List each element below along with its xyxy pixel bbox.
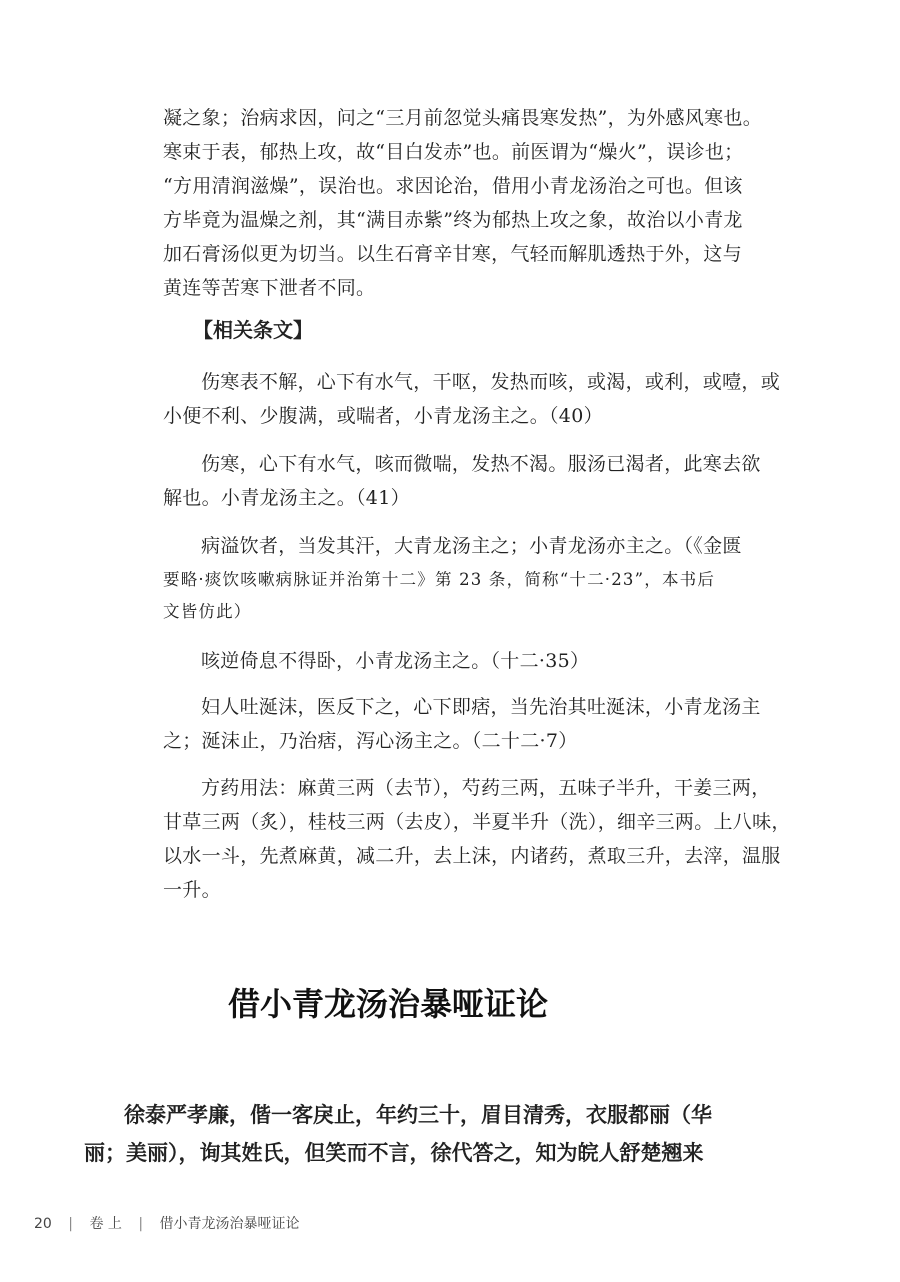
page-footer (34, 1214, 300, 1234)
text-line: “方用清润滋燥”，误治也。求因论治，借用小青龙汤治之可也。但该 (163, 175, 743, 197)
text-line: 寒束于表，郁热上攻，故“目白发赤”也。前医谓为“燥火”，误诊也； (163, 141, 744, 163)
case-line: 丽；美丽），询其姓氏，但笑而不言，徐代答之，知为皖人舒楚翘来 (84, 1141, 704, 1165)
text-line: 伤寒表不解，心下有水气，干呕，发热而咳，或渴，或利，或噎，或 (201, 371, 781, 393)
text-line: 病溢饮者，当发其汗，大青龙汤主之；小青龙汤亦主之。（《金匮 (201, 535, 742, 557)
text-line: 之；涎沫止，乃治痞，泻心汤主之。（二十二·7） (163, 730, 578, 752)
text-line: 伤寒，心下有水气，咳而微喘，发热不渴。服汤已渴者，此寒去欲 (201, 453, 761, 475)
section-title: 借小青龙汤治暴哑证论 (228, 985, 549, 1023)
footer-divider: | (68, 1216, 73, 1232)
related-clauses-heading: 【相关条文】 (193, 318, 313, 342)
text-line: 解也。小青龙汤主之。（41） (163, 487, 410, 509)
text-line: 以水一斗，先煮麻黄，减二升，去上沫，内诸药，煮取三升，去滓，温服 (163, 845, 781, 867)
text-line: 咳逆倚息不得卧，小青龙汤主之。（十二·35） (201, 650, 590, 672)
text-line: 妇人吐涎沫，医反下之，心下即痞，当先治其吐涎沫，小青龙汤主 (201, 696, 761, 718)
text-line: 方毕竟为温燥之剂，其“满目赤紫”终为郁热上攻之象，故治以小青龙 (163, 209, 743, 231)
text-line: 文皆仿此） (163, 602, 252, 621)
chapter-label: 借小青龙汤治暴哑证论 (159, 1216, 300, 1232)
text-line: 凝之象；治病求因，问之“三月前忽觉头痛畏寒发热”，为外感风寒也。 (163, 107, 763, 129)
text-line: 加石膏汤似更为切当。以生石膏辛甘寒，气轻而解肌透热于外，这与 (163, 243, 743, 265)
text-line: 方药用法：麻黄三两（去节），芍药三两，五味子半升，干姜三两， (201, 777, 771, 799)
footer-divider: | (138, 1216, 144, 1232)
text-line: 小便不利、少腹满，或喘者，小青龙汤主之。（40） (163, 405, 603, 427)
text-line: 要略·痰饮咳嗽病脉证并治第十二》第 23 条，简称“十二·23”，本书后 (163, 570, 716, 589)
page-number: 20 (34, 1216, 52, 1232)
text-line: 黄连等苦寒下泄者不同。 (163, 277, 376, 299)
case-line: 徐泰严孝廉，偕一客戾止，年约三十，眉目清秀，衣服都丽（华 (124, 1103, 712, 1127)
volume-label: 卷 上 (89, 1216, 122, 1232)
text-line: 甘草三两（炙），桂枝三两（去皮），半夏半升（洗），细辛三两。上八味， (163, 811, 791, 833)
text-line: 一升。 (163, 879, 221, 901)
